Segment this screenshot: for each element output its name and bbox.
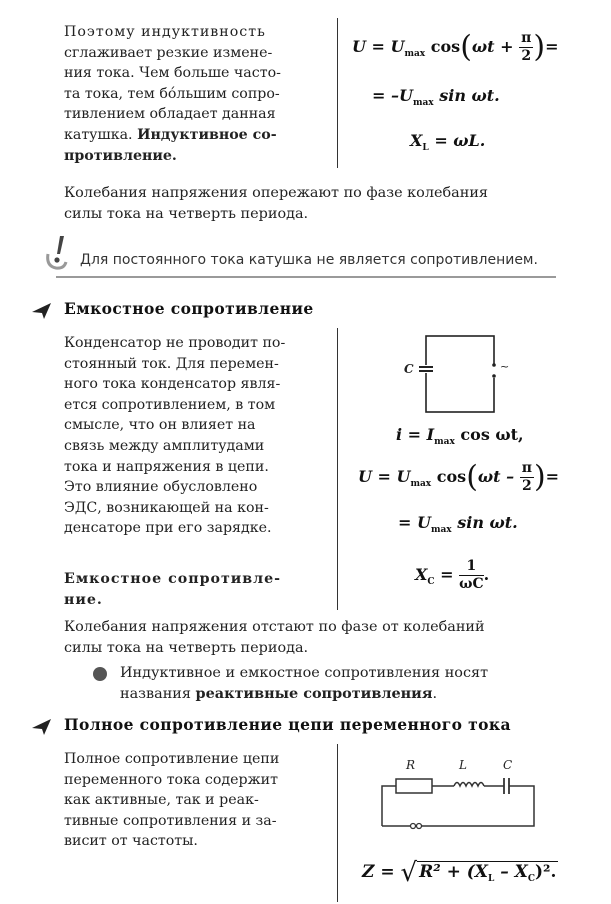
text-line: переменного тока содержит [64,771,278,788]
formula-subscript: C [427,577,435,587]
formula-text: = –U [372,86,413,105]
text-line: ЭДС, возникающей на кон- [64,499,269,516]
text-line: смысле, что он влияет на [64,417,256,434]
text-line [120,684,488,705]
text-line: Колебания напряжения опережают по фазе колебания [64,185,488,201]
formula-text: cos [430,37,461,56]
text-line: ние. [64,591,103,608]
formula-text: = [545,37,559,56]
text-line: стоянный ток. Для перемен- [64,355,279,372]
column-divider [337,744,338,902]
formula-subscript: max [412,98,434,108]
column-divider [337,328,338,610]
formula-text: sin ωt. [457,513,518,532]
text-line [64,125,281,146]
text-line: Это влияние обусловлено [64,479,258,496]
formula-text: . [483,565,490,584]
formula-subscript: L [422,143,429,153]
arrow-icon [31,718,53,736]
text-line: ется сопротивлением, в том [64,396,276,413]
text-line: как активные, так и реак- [64,792,259,809]
exclamation-icon [44,232,76,276]
label-inductor: L [459,758,467,772]
callout-text: Для постоянного тока катушка не является сопротивлением. [80,252,538,268]
text-line: Емкостное сопротивле- [64,571,282,587]
text-line: силы тока на четверть периода. [64,639,309,656]
formula-capacitive-reactance [415,558,489,593]
fraction-numerator: π [521,460,532,476]
text-line: Колебания напряжения отстают по фазе от колебаний [64,619,485,635]
term-inductive-reactance: Индуктивное со- [137,126,277,143]
fraction-denominator: 2 [521,48,532,64]
formula-current [396,425,524,447]
formula-text: X [410,131,423,150]
label-ac-source: ~ [500,360,510,373]
capacitor-circuit-diagram [400,334,520,416]
formula-capacitor-voltage: $U = U_{max}$ cos(ωt – $\frac{\pi}{2}$ )= [358,459,560,495]
formula-total-impedance [362,858,558,888]
sqrt-icon: √ [400,858,418,888]
bullet-dot [93,667,107,681]
formula-subscript: L [487,874,495,884]
sqrt-radicand [417,861,558,882]
reactive-resistance-note [120,663,488,704]
term-reactive-resistances: реактивные сопротивления [195,684,433,702]
formula-text: U = U [352,37,405,56]
formula-text: i = I [396,425,435,444]
phase-note-lead [64,183,488,224]
fraction-one-over-omega-c [459,558,483,593]
formula-text: )². [535,862,557,882]
formula-text: ωt + [471,37,514,56]
formula-text: ωt – [477,467,515,486]
formula-text: = [545,467,560,486]
formula-text: R² + (X [419,862,488,882]
heading-capacitive-reactance: Емкостное сопротивление [64,299,314,318]
formula-subscript: C [527,874,535,884]
text-line: тивлением обладает данная [64,106,276,123]
label-resistor: R [406,758,416,772]
text-line: висит от частоты. [64,833,198,850]
text-line: тока и напряжения в цепи. [64,458,269,475]
formula-text: Z = [362,862,395,882]
formula-text: U = U [358,467,411,486]
text-line: силы тока на четверть периода. [64,205,309,222]
text-line: денсаторе при его зарядке. [64,520,272,537]
rlc-circuit-diagram [376,764,542,836]
heading-total-impedance: Полное сопротивление цепи переменного тока [64,715,511,734]
formula-inductive-reactance [410,131,485,153]
formula-text: – X [494,862,528,882]
text-line: ного тока конденсатор явля- [64,376,281,393]
arrow-icon [31,302,53,320]
text-line: тивные сопротивления и за- [64,812,277,829]
formula-text: = ωL. [428,131,486,150]
text-line: ния тока. Чем больше часто- [64,65,281,82]
text-line: Полное сопротивление цепи [64,751,280,767]
formula-text: X [415,565,428,584]
text-span: . [432,685,438,702]
text-line: сглаживает резкие измене- [64,44,273,61]
text-span: названия [120,685,196,702]
label-capacitor: C [503,758,513,772]
formula-inductor-voltage-sin [372,86,500,108]
capacitance-paragraph [64,333,285,539]
formula-subscript: max [404,49,426,59]
term-inductive-reactance-end: противление. [64,147,177,164]
fraction-numerator: π [521,30,532,46]
formula-inductor-voltage: $U = U_{max}$ cos(ωt + $\frac{\pi}{2}$ )= [352,29,559,65]
formula-subscript: max [410,479,432,489]
text-line: та тока, тем бóльшим сопро- [64,85,280,102]
fraction-pi-over-2 [519,30,533,65]
callout-underline [56,276,556,278]
text-line: Индуктивное и емкостное сопротивления носят [120,665,489,681]
fraction-denominator: 2 [521,478,532,494]
term-capacitive-reactance [64,569,281,610]
label-capacitor: C [404,362,414,376]
formula-subscript: max [434,437,455,447]
formula-text: = U [398,513,431,532]
formula-capacitor-voltage-sin [398,513,518,535]
formula-text: cos ωt, [460,425,524,444]
formula-text: cos [436,467,467,486]
text-line: связь между амплитудами [64,437,265,454]
column-divider [337,18,338,168]
fraction-denominator: ωC [459,576,484,592]
formula-text: sin ωt. [439,86,500,105]
fraction-numerator: 1 [459,558,483,576]
inductance-paragraph [64,22,281,166]
fraction-pi-over-2 [520,460,534,495]
formula-text: = [440,565,454,584]
formula-subscript: max [430,525,452,535]
text-span: катушка. [64,126,133,143]
text-line: Конденсатор не проводит по- [64,335,286,351]
phase-note-lag [64,617,485,658]
impedance-paragraph [64,749,279,852]
text-line: Поэтому индуктивность [64,24,266,40]
